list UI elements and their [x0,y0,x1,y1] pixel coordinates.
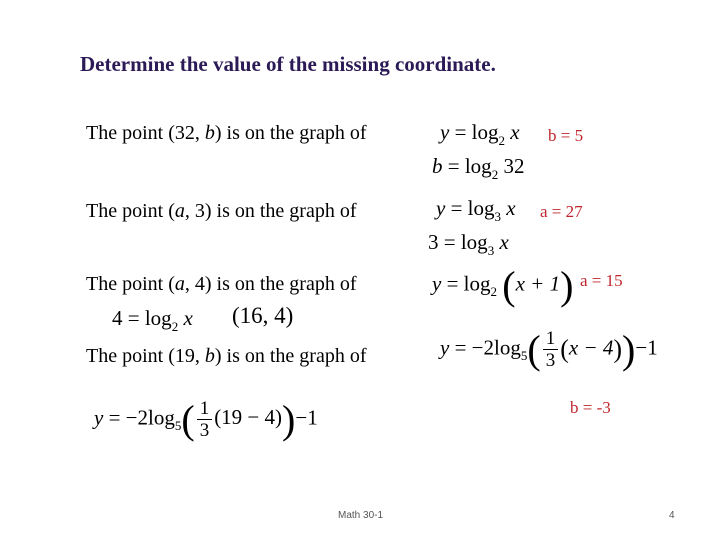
problem-4-statement: The point (19, b) is on the graph of [86,345,367,367]
fraction: $\frac{1}{3}$ [197,398,213,441]
problem-3-statement: The point (a, 4) is on the graph of [86,273,357,295]
statement-prefix: The point (32, [86,122,205,144]
page-number: 4 [669,510,675,521]
problem-1-answer: b = 5 [548,126,584,145]
problem-3-work: $4 = \log_2 x$ [112,306,193,334]
footer-center: Math 30-1 [338,510,384,521]
slide-title: Determine the value of the missing coordinate. [80,52,496,76]
problem-2-equation: $y = \log_3 x$ [436,196,516,224]
problem-2-statement: The point (a, 3) is on the graph of [86,200,357,222]
problem-4-equation: $y = -2\log_5$( $\frac{1}{3}$ (x − 4))−1 [440,327,658,372]
problem-1-statement [86,122,367,145]
statement-suffix: ) is on the graph of [214,122,367,144]
problem-2-answer: a = 27 [540,202,583,221]
problem-1-equation: $y = \log_2 x$ [440,120,520,148]
statement-var: b [204,122,215,144]
problem-3-point: (16, 4) [232,303,294,328]
problem-4-work: $y = -2\log_5$( $\frac{1}{3}$ (19 − 4))−1 [94,397,318,442]
problem-4-answer: b = -3 [570,398,611,417]
problem-2-work: $3 = \log_3 x$ [428,230,509,258]
problem-3-equation: $y = \log_2 (x + 1)$ [432,263,574,308]
problem-3-answer: a = 15 [580,271,623,290]
problem-1-work: $b = \log_2 32$ [432,154,525,182]
fraction: $\frac{1}{3}$ [543,328,559,371]
